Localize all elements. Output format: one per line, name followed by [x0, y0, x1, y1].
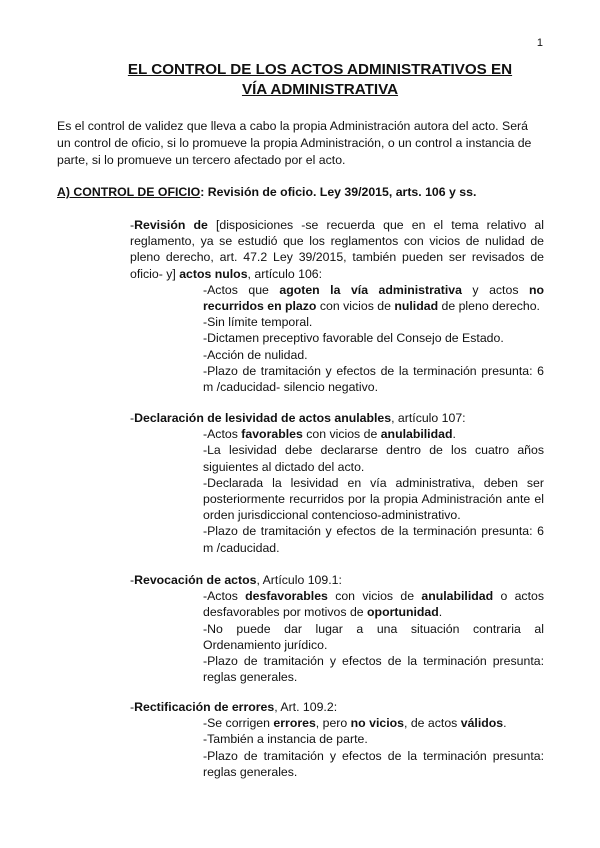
- revision-item-3: -Dictamen preceptivo favorable del Consejo de Estado.: [203, 331, 504, 346]
- revision-item-5: -Plazo de tramitación y efectos de la terminación presunta: 6 m /caducidad- silencio negativo.: [203, 363, 544, 395]
- rectificacion-item-1: -Se corrigen errores, pero no vicios, de actos válidos.: [203, 716, 507, 731]
- revision-item-4: -Acción de nulidad.: [203, 347, 308, 362]
- title-line-2: VÍA ADMINISTRATIVA: [241, 81, 399, 98]
- revision-intro: -Revisión de [disposiciones -se recuerda que en el tema relativo al reglamento, ya se estudió que los reglamentos con vicios de nulidad de pleno derecho, art. 47.2 Ley 39/2015, también pueden ser revisados de oficio- y] actos nulos, artículo 106:: [130, 218, 544, 281]
- lesividad-block: [130, 410, 544, 556]
- revision-item-1: -Actos que agoten la vía administrativa y actos no recurridos en plazo con vicios de nulidad de pleno derecho.: [203, 282, 544, 314]
- page-number: 1: [536, 37, 543, 49]
- revocacion-intro: -Revocación de actos, Artículo 109.1:: [130, 573, 342, 587]
- section-a-label: A) CONTROL DE OFICIO: [57, 185, 201, 199]
- section-a-rest: : Revisión de oficio. Ley 39/2015, arts. 106 y ss.: [200, 185, 477, 199]
- lesividad-item-2: -La lesividad debe declararse dentro de los cuatro años siguientes al dictado del acto.: [203, 443, 544, 474]
- revision-block: [130, 217, 544, 395]
- revision-item-2: -Sin límite temporal.: [203, 315, 313, 330]
- page-title: [100, 60, 540, 100]
- revocacion-item-1: -Actos desfavorables con vicios de anulabilidad o actos desfavorables por motivos de oportunidad.: [203, 589, 544, 620]
- title-line-1: EL CONTROL DE LOS ACTOS ADMINISTRATIVOS EN: [127, 61, 513, 78]
- rectificacion-item-2: -También a instancia de parte.: [203, 732, 368, 747]
- rectificacion-intro: -Rectificación de errores, Art. 109.2:: [130, 700, 338, 714]
- section-a-heading: [57, 185, 476, 199]
- lesividad-intro: -Declaración de lesividad de actos anulables, artículo 107:: [130, 411, 466, 425]
- revocacion-item-2: -No puede dar lugar a una situación contraria al Ordenamiento jurídico.: [203, 621, 544, 652]
- rectificacion-item-3: -Plazo de tramitación y efectos de la terminación presunta: reglas generales.: [203, 748, 544, 779]
- rectificacion-block: [130, 699, 544, 780]
- revocacion-item-3: -Plazo de tramitación y efectos de la terminación presunta: reglas generales.: [203, 654, 544, 685]
- revocacion-block: [130, 572, 544, 685]
- lesividad-item-3: -Declarada la lesividad en vía administrativa, deben ser posteriormente recurridos por la propia Administración ante el orden jurisdiccional contencioso-administrativo.: [203, 475, 544, 523]
- lesividad-item-1: -Actos favorables con vicios de anulabilidad.: [203, 427, 456, 442]
- intro-paragraph: Es el control de validez que lleva a cabo la propia Administración autora del acto. Será un control de oficio, si lo promueve la propia Administración, o un control a instancia de parte, si lo promueve un tercero afectado por el acto.: [57, 119, 532, 167]
- lesividad-item-4: -Plazo de tramitación y efectos de la terminación presunta: 6 m /caducidad.: [203, 524, 544, 555]
